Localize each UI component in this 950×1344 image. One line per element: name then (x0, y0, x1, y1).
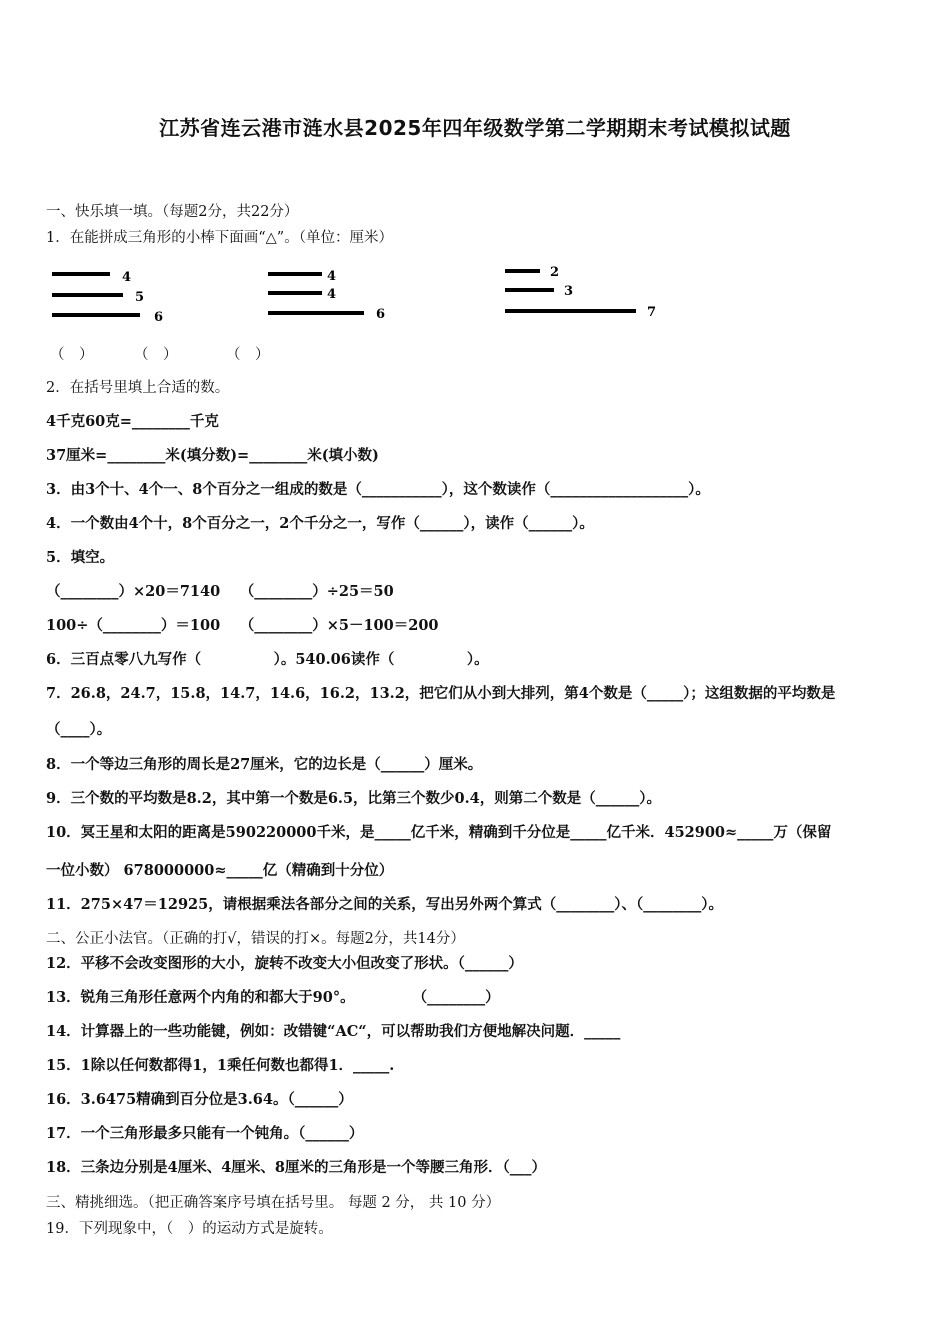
question-1: 1．在能拼成三角形的小棒下面画“△”。（单位：厘米） (46, 230, 393, 246)
section-2-header: 二、公正小法官。（正确的打√，错误的打×。每题2分，共14分） (46, 931, 465, 947)
question-2a: 4千克60克=________千克 (46, 413, 219, 430)
stick-label-3b: 3 (564, 284, 574, 299)
question-6: 6．三百点零八九写作（ ）。540.06读作（ ）。 (46, 651, 489, 668)
question-18: 18．三条边分别是4厘米、4厘米、8厘米的三角形是一个等腰三角形．（___） (46, 1159, 546, 1176)
question-7-line-2: （____）。 (46, 721, 112, 738)
question-13: 13．锐角三角形任意两个内角的和都大于90°。 （________） (46, 989, 500, 1006)
stick-group-2 (268, 269, 385, 322)
page-title: 江苏省连云港市涟水县2025年四年级数学第二学期期末考试模拟试题 (159, 116, 791, 140)
question-15: 15．1除以任何数都得1，1乘任何数也都得1．_____. (46, 1057, 395, 1074)
question-9: 9．三个数的平均数是8.2，其中第一个数是6.5，比第三个数少0.4，则第二个数是（______）。 (46, 790, 662, 807)
stick-label-2a: 4 (327, 269, 337, 284)
question-17: 17．一个三角形最多只能有一个钝角。（______） (46, 1125, 364, 1142)
question-7-line-1: 7．26.8，24.7，15.8，14.7，14.6，16.2，13.2，把它们从小到大排列，第4个数是（_____）；这组数据的平均数是 (46, 685, 836, 702)
question-3: 3．由3个十、4个一、8个百分之一组成的数是（___________），这个数读作（___________________）。 (46, 481, 710, 498)
question-5: 5．填空。 (46, 549, 115, 566)
question-11: 11．275×47＝12925，请根据乘法各部分之间的关系，写出另外两个算式（________）、（________）。 (46, 896, 723, 913)
stick-group-3 (505, 265, 656, 320)
answer-paren-3[interactable]: （ ） (226, 347, 270, 363)
stick-group-1 (52, 270, 163, 325)
question-10-line-1: 10．冥王星和太阳的距离是590220000千米，是_____亿千米，精确到千分位是_____亿千米．452900≈_____万（保留 (46, 824, 832, 841)
stick-label-1a: 4 (122, 270, 132, 285)
question-2: 2．在括号里填上合适的数。 (46, 380, 230, 396)
question-19: 19．下列现象中，（ ）的运动方式是旋转。 (46, 1221, 333, 1237)
question-14: 14．计算器上的一些功能键，例如：改错键“AC“，可以帮助我们方便地解决问题．_____ (46, 1023, 621, 1040)
stick-label-1c: 6 (154, 310, 164, 325)
stick-label-2c: 6 (376, 307, 386, 322)
section-1-header: 一、快乐填一填。（每题2分，共22分） (46, 204, 299, 220)
stick-label-3c: 7 (647, 305, 657, 320)
stick-label-3a: 2 (550, 265, 560, 280)
question-12: 12．平移不会改变图形的大小，旋转不改变大小但改变了形状。（______） (46, 955, 523, 972)
question-8: 8．一个等边三角形的周长是27厘米，它的边长是（______）厘米。 (46, 756, 483, 773)
question-16: 16．3.6475精确到百分位是3.64。（______） (46, 1091, 353, 1108)
answer-paren-1[interactable]: （ ） (50, 347, 94, 363)
question-5a: （________）×20＝7140 （________）÷25＝50 (46, 583, 394, 600)
answer-paren-2[interactable]: （ ） (134, 347, 178, 363)
question-5b: 100÷（________）＝100 （________）×5－100＝200 (46, 617, 439, 634)
section-3-header: 三、精挑细选。（把正确答案序号填在括号里。 每题 2 分， 共 10 分） (46, 1195, 501, 1211)
stick-label-1b: 5 (135, 290, 145, 305)
question-10-line-2: 一位小数） 678000000≈_____亿（精确到十分位） (46, 862, 394, 879)
question-2b: 37厘米=________米(填分数)=________米(填小数) (46, 447, 379, 464)
stick-label-2b: 4 (327, 287, 337, 302)
stick-figures (0, 0, 950, 340)
question-4: 4．一个数由4个十，8个百分之一，2个千分之一，写作（______），读作（______）。 (46, 515, 594, 532)
